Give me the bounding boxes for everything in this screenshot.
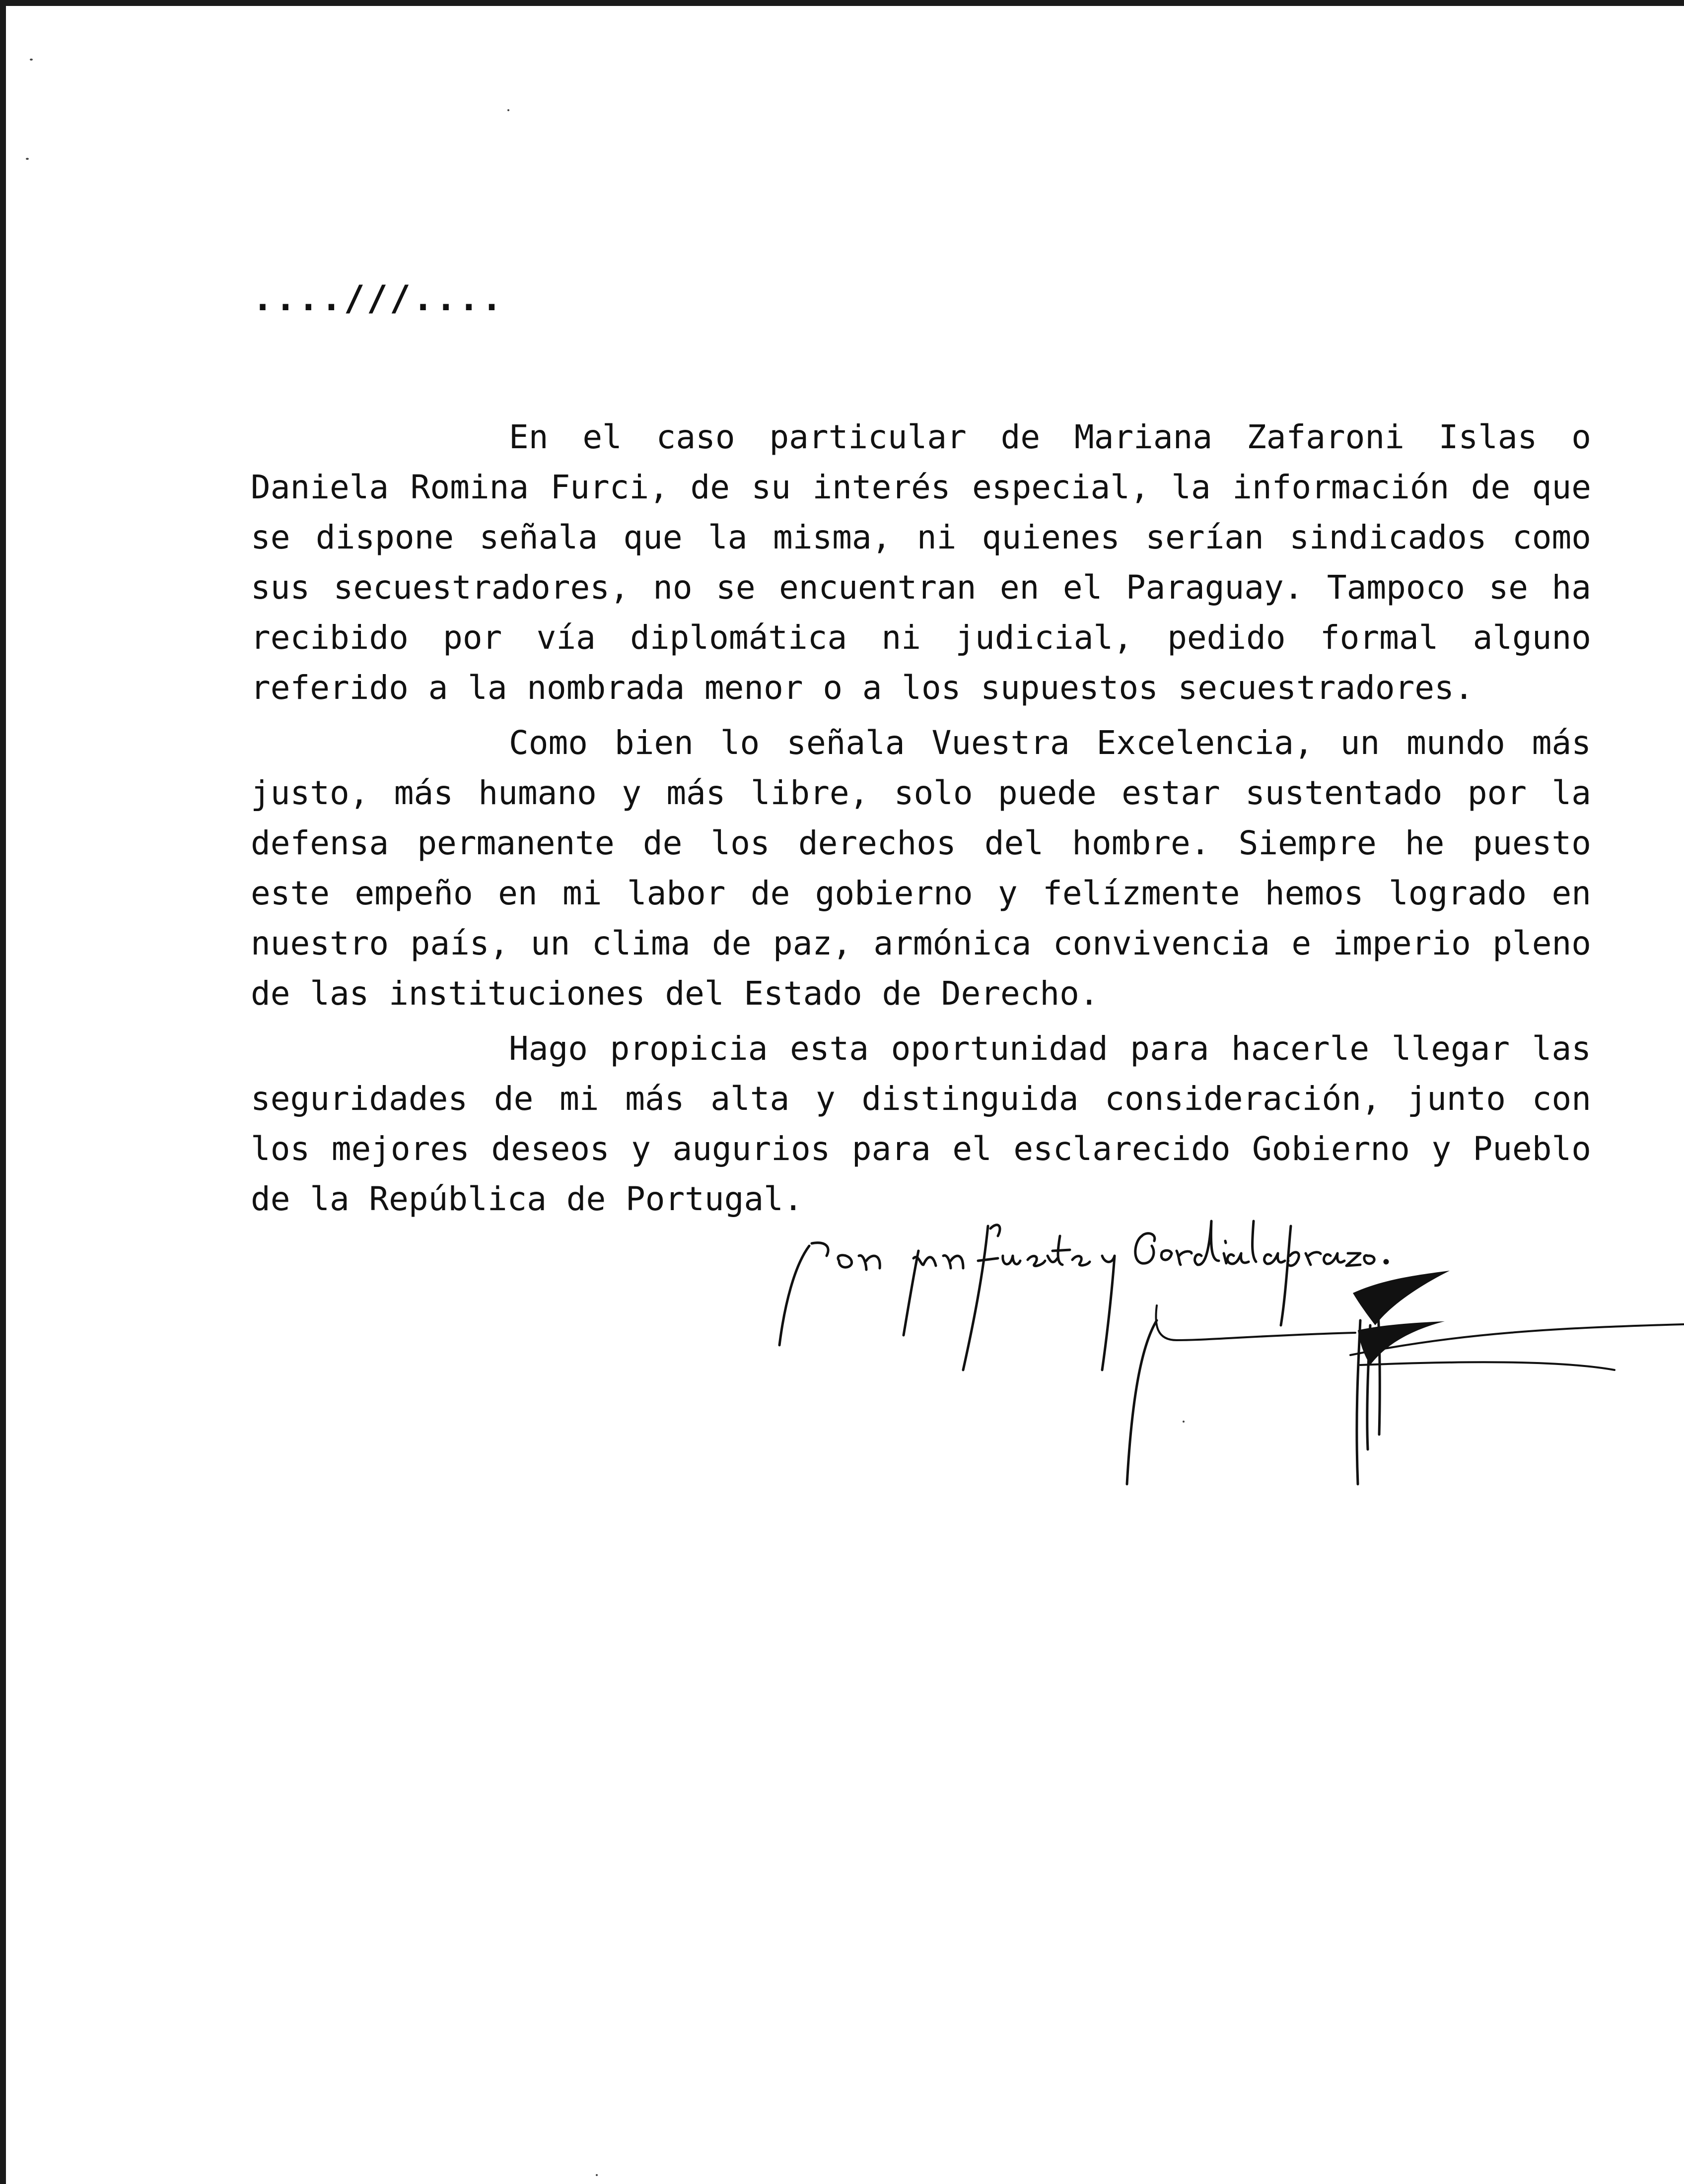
paragraph-2: Como bien lo señala Vuestra Excelencia, un mundo más justo, más humano y más libre, solo puede estar sustentado por la defensa permanente de los derechos del hombre. Siempre he puesto este empeño en mi labor de gobierno y felízmente hemos logrado en nuestro país, un clima de paz, armónica convivencia e imperio pleno de las instituciones del Estado de Derecho.	[251, 724, 1591, 1013]
scan-speck	[26, 158, 29, 160]
scan-speck	[30, 59, 33, 61]
paragraph-1: En el caso particular de Mariana Zafaroni Islas o Daniela Romina Furci, de su interés especial, la información de que se dispone señala que la misma, ni quienes serían sindicados como sus secuestradores, no se encuentran en el Paraguay. Tampoco se ha recibido por vía diplomática ni judicial, pedido formal alguno referido a la nombrada menor o a los supuestos secuestradores.	[251, 418, 1591, 707]
continuation-mark: ....///....	[252, 278, 504, 319]
page-border-top	[0, 0, 1684, 6]
scan-speck	[596, 2174, 598, 2176]
page-border-left	[0, 0, 6, 2184]
scan-speck	[507, 109, 509, 111]
letter-body	[251, 412, 1591, 1224]
handwritten-signature	[765, 1206, 1684, 1504]
paragraph-3: Hago propicia esta oportunidad para hacerle llegar las seguridades de mi más alta y distinguida consideración, junto con los mejores deseos y augurios para el esclarecido Gobierno y Pueblo de la República de Portugal.	[251, 1029, 1591, 1218]
